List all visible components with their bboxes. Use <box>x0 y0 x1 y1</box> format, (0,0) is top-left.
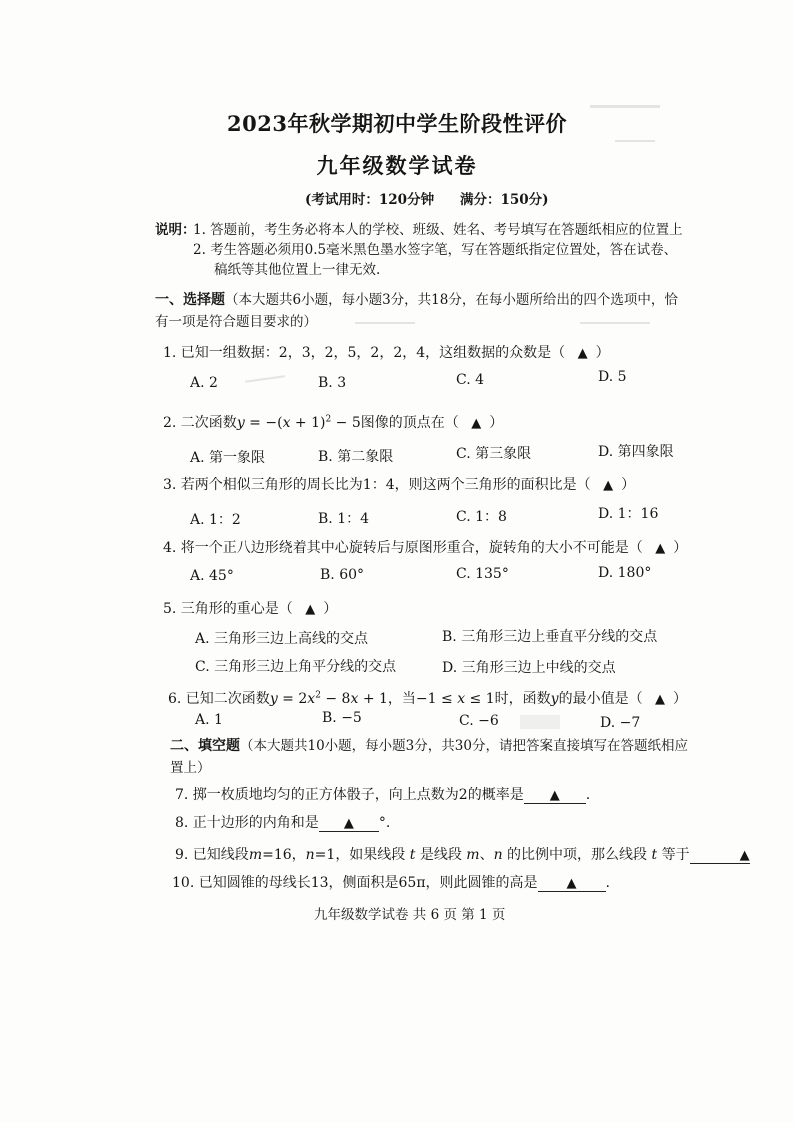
q3-option-c: C. 1：8 <box>456 509 507 525</box>
q4-option-c: C. 135° <box>456 566 509 582</box>
section-1-desc-2: 有一项是符合题目要求的） <box>155 314 317 330</box>
exam-title: 2023年秋学期初中学生阶段性评价 <box>227 111 567 136</box>
q2-option-d: D. 第四象限 <box>598 444 674 460</box>
question-6-stem-pre: 6. 已知二次函数 <box>168 691 270 707</box>
q3-option-a: A. 1：2 <box>190 512 241 528</box>
question-9-stem-d: 是线段 <box>419 847 462 863</box>
question-7-stem: 7. 掷一枚质地均匀的正方体骰子，向上点数为2的概率是 <box>175 787 524 803</box>
question-9-stem-e: 、 <box>479 847 494 863</box>
instruction-3: 稿纸等其他位置上一律无效. <box>214 262 381 278</box>
q4-option-d: D. 180° <box>598 565 652 581</box>
question-5-stem: 5. 三角形的重心是（ <box>163 601 293 617</box>
exam-score: 满分：150分) <box>460 192 549 208</box>
q5-option-b: B. 三角形三边上垂直平分线的交点 <box>442 629 658 645</box>
q3-option-d: D. 1：16 <box>598 506 659 522</box>
exam-time: (考试用时：120分钟 <box>305 192 435 208</box>
variable-y: y <box>550 691 559 707</box>
instruction-2: 2. 考生答题必须用0.5毫米黑色墨水签字笔，写在答题纸指定位置处，答在试卷、 <box>193 242 678 258</box>
section-2-title: 二、填空题 <box>170 738 240 754</box>
quadratic-formula: $y = 2x^2 - 8x + 1$ <box>269 690 388 707</box>
scan-smudge <box>245 375 285 383</box>
question-2-stem-post: 图像的顶点在（ <box>360 415 459 431</box>
q5-option-d: D. 三角形三边上中线的交点 <box>442 660 616 676</box>
answer-blank <box>319 815 379 832</box>
q4-option-b: B. 60° <box>320 567 365 583</box>
question-5-close: ） <box>323 601 338 617</box>
domain-inequality: −1 ≤ x ≤ 1 <box>415 691 495 707</box>
question-2-close: ） <box>489 415 504 431</box>
q6-option-a: A. 1 <box>195 712 223 728</box>
question-9-stem-b: ， <box>291 847 306 863</box>
section-2-desc-2: 置上） <box>170 760 211 776</box>
scan-smudge <box>520 715 560 729</box>
q2-option-c: C. 第三象限 <box>456 446 532 462</box>
exam-subtitle: 九年级数学试卷 <box>316 153 478 178</box>
q3-option-b: B. 1：4 <box>318 511 370 527</box>
q1-option-a: A. 2 <box>190 375 218 391</box>
question-6-close: ） <box>673 691 688 707</box>
question-10-stem: 10. 已知圆锥的母线长13，侧面积是65π，则此圆锥的高是 <box>172 875 538 891</box>
question-6-stem-post: 时，函数 <box>494 691 551 707</box>
answer-mark: ▲ <box>305 602 316 617</box>
q4-option-a: A. 45° <box>190 568 234 584</box>
q6-option-b: B. −5 <box>322 710 362 726</box>
answer-mark: ▲ <box>655 541 666 556</box>
q2-option-a: A. 第一象限 <box>190 450 266 466</box>
quadratic-formula: $y = -(x + 1)^2 - 5$ <box>236 414 361 431</box>
q5-option-c: C. 三角形三边上角平分线的交点 <box>195 659 397 675</box>
q1-option-c: C. 4 <box>456 372 485 388</box>
question-2-stem-pre: 2. 二次函数 <box>163 415 237 431</box>
question-6-stem-end: 的最小值是（ <box>558 691 643 707</box>
q6-option-d: D. −7 <box>600 715 641 731</box>
section-2-heading <box>170 734 688 755</box>
section-1-heading <box>155 288 678 309</box>
variable-t: t <box>405 847 420 863</box>
scan-smudge <box>580 322 650 324</box>
variable-n: n <box>493 847 508 863</box>
question-10: 10. 已知圆锥的母线长13，侧面积是65π，则此圆锥的高是 ▲ . <box>172 875 610 891</box>
question-1-stem: 1. 已知一组数据：2，3，2，5，2，2，4，这组数据的众数是（ <box>163 345 566 361</box>
page-footer: 九年级数学试卷 共 6 页 第 1 页 <box>314 907 506 923</box>
variable-m: m <box>248 847 263 863</box>
section-2-desc: （本大题共10小题，每小题3分，共30分，请把答案直接填写在答题纸相应 <box>240 738 688 754</box>
answer-blank <box>538 875 606 892</box>
question-8-stem: 8. 正十边形的内角和是 <box>175 815 319 831</box>
answer-blank <box>524 787 586 804</box>
question-9-stem-f: 的比例中项，那么线段 <box>507 847 648 863</box>
answer-mark: ▲ <box>577 346 588 361</box>
question-9: 9. 已知线段m=16，n=1，如果线段 t 是线段 m、n 的比例中项，那么线段 t 等于 ▲ <box>175 847 750 863</box>
question-2 <box>163 412 503 432</box>
instruction-1: 1. 答题前，考生务必将本人的学校、班级、姓名、考号填写在答题纸相应的位置上 <box>193 222 683 238</box>
question-6-stem-mid: ，当 <box>387 691 416 707</box>
answer-mark: ▲ <box>603 478 614 493</box>
question-9-stem-g: 等于 <box>661 847 690 863</box>
question-1-close: ） <box>595 345 610 361</box>
question-4 <box>163 537 687 557</box>
question-8 <box>175 812 390 832</box>
instructions-label: 说明： <box>155 222 196 238</box>
answer-mark: ▲ <box>566 876 577 891</box>
question-9-stem-a: 9. 已知线段 <box>175 847 249 863</box>
question-4-stem: 4. 将一个正八边形绕着其中心旋转后与原图形重合，旋转角的大小不可能是（ <box>163 540 643 556</box>
q5-option-a: A. 三角形三边上高线的交点 <box>195 631 369 647</box>
question-3-stem: 3. 若两个相似三角形的周长比为1：4，则这两个三角形的面积比是（ <box>163 477 591 493</box>
answer-mark: ▲ <box>471 416 482 431</box>
question-3 <box>163 474 635 494</box>
q1-option-d: D. 5 <box>598 369 627 385</box>
answer-mark: ▲ <box>655 692 666 707</box>
section-1-desc: （本大题共6小题，每小题3分，共18分，在每小题所给出的四个选项中，恰 <box>225 292 678 308</box>
variable-m: m <box>461 847 480 863</box>
question-5 <box>163 598 337 618</box>
variable-n: n <box>305 847 315 863</box>
question-7: 7. 掷一枚质地均匀的正方体骰子，向上点数为2的概率是 ▲ . <box>175 787 591 803</box>
question-8-unit: °. <box>378 815 391 831</box>
question-4-close: ） <box>673 540 688 556</box>
answer-mark: ▲ <box>549 788 560 803</box>
q1-option-b: B. 3 <box>318 375 347 391</box>
answer-mark: ▲ <box>343 816 354 831</box>
section-1-title: 一、选择题 <box>155 292 225 308</box>
question-9-stem-c: ，如果线段 <box>335 847 406 863</box>
q6-option-c: C. −6 <box>459 713 499 729</box>
scan-smudge <box>355 322 415 324</box>
answer-mark: ▲ <box>739 848 750 863</box>
question-1 <box>163 342 610 362</box>
question-3-close: ） <box>621 477 636 493</box>
answer-blank <box>690 847 750 864</box>
scan-smudge <box>615 140 655 142</box>
variable-t: t <box>647 847 662 863</box>
q2-option-b: B. 第二象限 <box>318 449 394 465</box>
question-6 <box>168 688 687 708</box>
